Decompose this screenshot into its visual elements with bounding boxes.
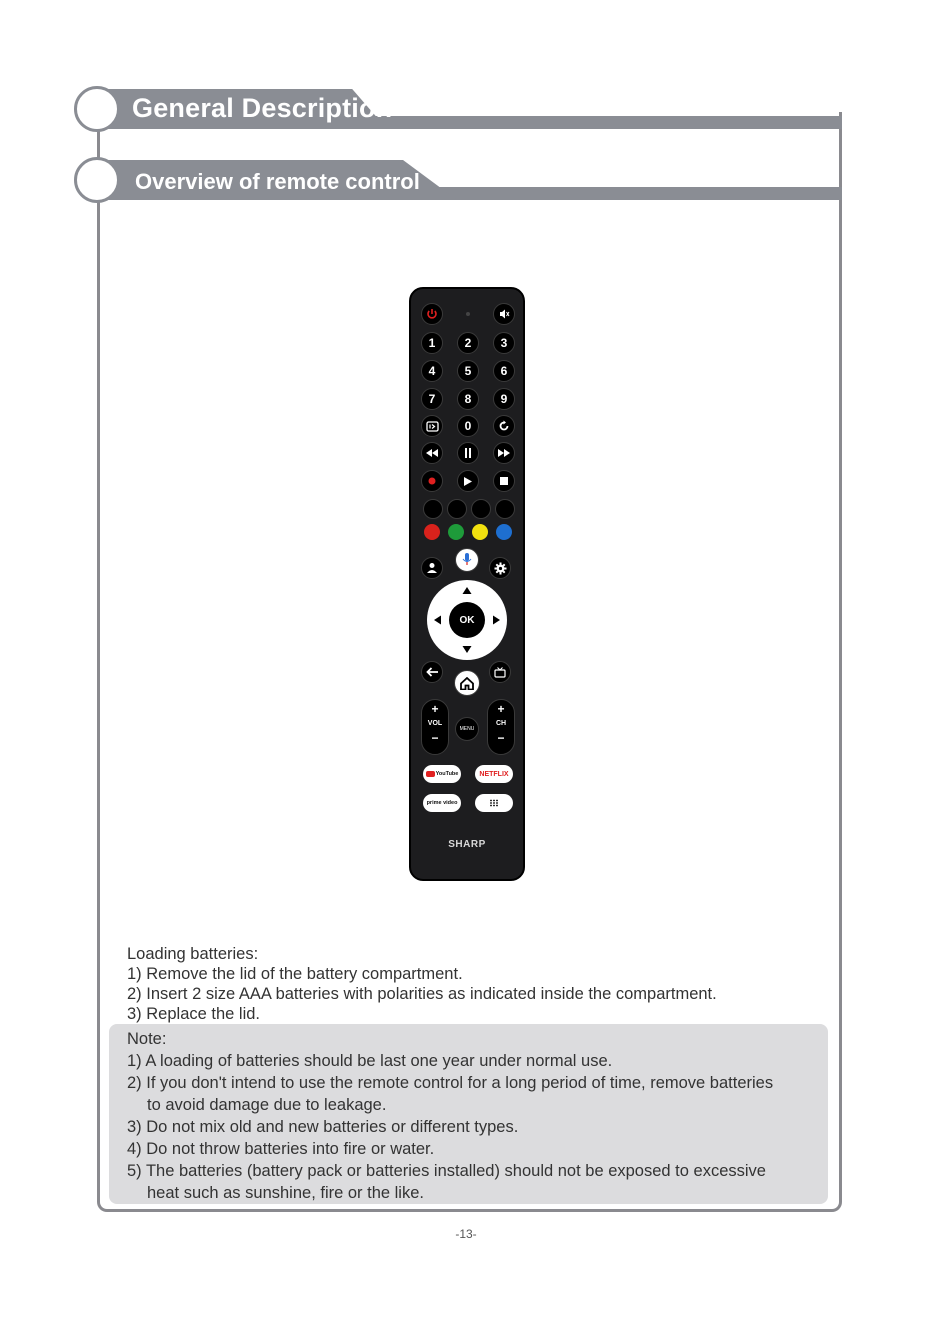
youtube-button xyxy=(423,765,461,783)
play-button xyxy=(457,470,479,492)
channel-rocker xyxy=(487,699,515,755)
channel-label: CH xyxy=(495,720,507,727)
prime-video-button: prime video xyxy=(423,794,461,812)
green-button xyxy=(448,524,464,540)
note-item-1: 1) A loading of batteries should be last one year under normal use. xyxy=(127,1052,613,1070)
subsection-circle-icon xyxy=(74,157,120,203)
loading-step-2: 2) Insert 2 size AAA batteries with polarities as indicated inside the compartment. xyxy=(127,985,717,1003)
brand-logo: SHARP xyxy=(448,839,486,850)
mute-button xyxy=(493,303,515,325)
remote-control-illustration xyxy=(409,287,525,881)
volume-rocker xyxy=(421,699,449,755)
record-button xyxy=(421,470,443,492)
number-7-button: 7 xyxy=(421,388,443,410)
note-item-3: 3) Do not mix old and new batteries or different types. xyxy=(127,1118,519,1136)
number-5-button: 5 xyxy=(457,360,479,382)
home-button xyxy=(454,670,480,696)
home-icon xyxy=(460,677,474,690)
number-8-button: 8 xyxy=(457,388,479,410)
input-source-icon xyxy=(426,421,439,432)
number-2-button: 2 xyxy=(457,332,479,354)
rewind-icon xyxy=(426,449,438,457)
loading-step-3: 3) Replace the lid. xyxy=(127,1005,260,1023)
number-0-button: 0 xyxy=(457,415,479,437)
recall-icon xyxy=(498,420,510,432)
section-title: General Description xyxy=(132,93,393,123)
number-6-button: 6 xyxy=(493,360,515,382)
back-arrow-icon xyxy=(426,667,439,677)
stop-icon xyxy=(500,477,508,485)
navigation-dpad xyxy=(427,580,507,660)
blank-button-3 xyxy=(471,499,491,519)
recall-button xyxy=(493,415,515,437)
loading-step-1: 1) Remove the lid of the battery compartment. xyxy=(127,965,463,983)
loading-title: Loading batteries: xyxy=(127,945,259,963)
record-icon xyxy=(428,477,436,485)
note-title: Note: xyxy=(127,1030,167,1048)
menu-button: MENU xyxy=(455,717,479,741)
fast-forward-button xyxy=(493,442,515,464)
number-4-button: 4 xyxy=(421,360,443,382)
note-item-5-cont: heat such as sunshine, fire or the like. xyxy=(147,1184,424,1202)
volume-label: VOL xyxy=(427,720,443,727)
number-9-button: 9 xyxy=(493,388,515,410)
youtube-play-icon xyxy=(426,771,435,777)
stop-button xyxy=(493,470,515,492)
profile-button xyxy=(421,557,443,579)
youtube-label: YouTube xyxy=(435,771,459,777)
note-item-2-cont: to avoid damage due to leakage. xyxy=(147,1096,387,1114)
power-icon xyxy=(426,308,438,320)
input-source-button xyxy=(421,415,443,437)
play-icon xyxy=(464,477,472,486)
note-item-2: 2) If you don't intend to use the remote control for a long period of time, remove batteries xyxy=(127,1074,774,1092)
blank-button-2 xyxy=(447,499,467,519)
volume-up-sign: + xyxy=(431,702,439,716)
blank-button-4 xyxy=(495,499,515,519)
person-icon xyxy=(426,562,438,574)
number-3-button: 3 xyxy=(493,332,515,354)
microphone-icon xyxy=(462,553,472,567)
live-tv-button xyxy=(489,661,511,683)
tv-icon xyxy=(494,667,506,678)
pause-icon xyxy=(464,448,472,458)
page-number: -13- xyxy=(455,1227,477,1241)
apps-button xyxy=(475,794,513,812)
channel-up-sign: + xyxy=(497,702,505,716)
yellow-button xyxy=(472,524,488,540)
note-item-4: 4) Do not throw batteries into fire or water. xyxy=(127,1140,435,1158)
netflix-button: NETFLIX xyxy=(475,765,513,783)
note-item-5: 5) The batteries (battery pack or batteries installed) should not be exposed to excessive xyxy=(127,1162,766,1180)
gear-icon xyxy=(494,562,507,575)
grid-icon xyxy=(489,799,499,807)
settings-button xyxy=(489,557,511,579)
number-1-button: 1 xyxy=(421,332,443,354)
rewind-button xyxy=(421,442,443,464)
pause-button xyxy=(457,442,479,464)
blank-button-1 xyxy=(423,499,443,519)
power-button xyxy=(421,303,443,325)
ok-button: OK xyxy=(449,602,485,638)
section-circle-icon xyxy=(74,86,120,132)
back-button xyxy=(421,661,443,683)
blue-button xyxy=(496,524,512,540)
voice-button xyxy=(455,548,479,572)
red-button xyxy=(424,524,440,540)
ir-sensor xyxy=(466,312,470,316)
volume-down-sign: − xyxy=(431,731,439,745)
subsection-title: Overview of remote control xyxy=(135,169,420,194)
mute-icon xyxy=(498,308,510,320)
channel-down-sign: − xyxy=(497,731,505,745)
fast-forward-icon xyxy=(498,449,510,457)
